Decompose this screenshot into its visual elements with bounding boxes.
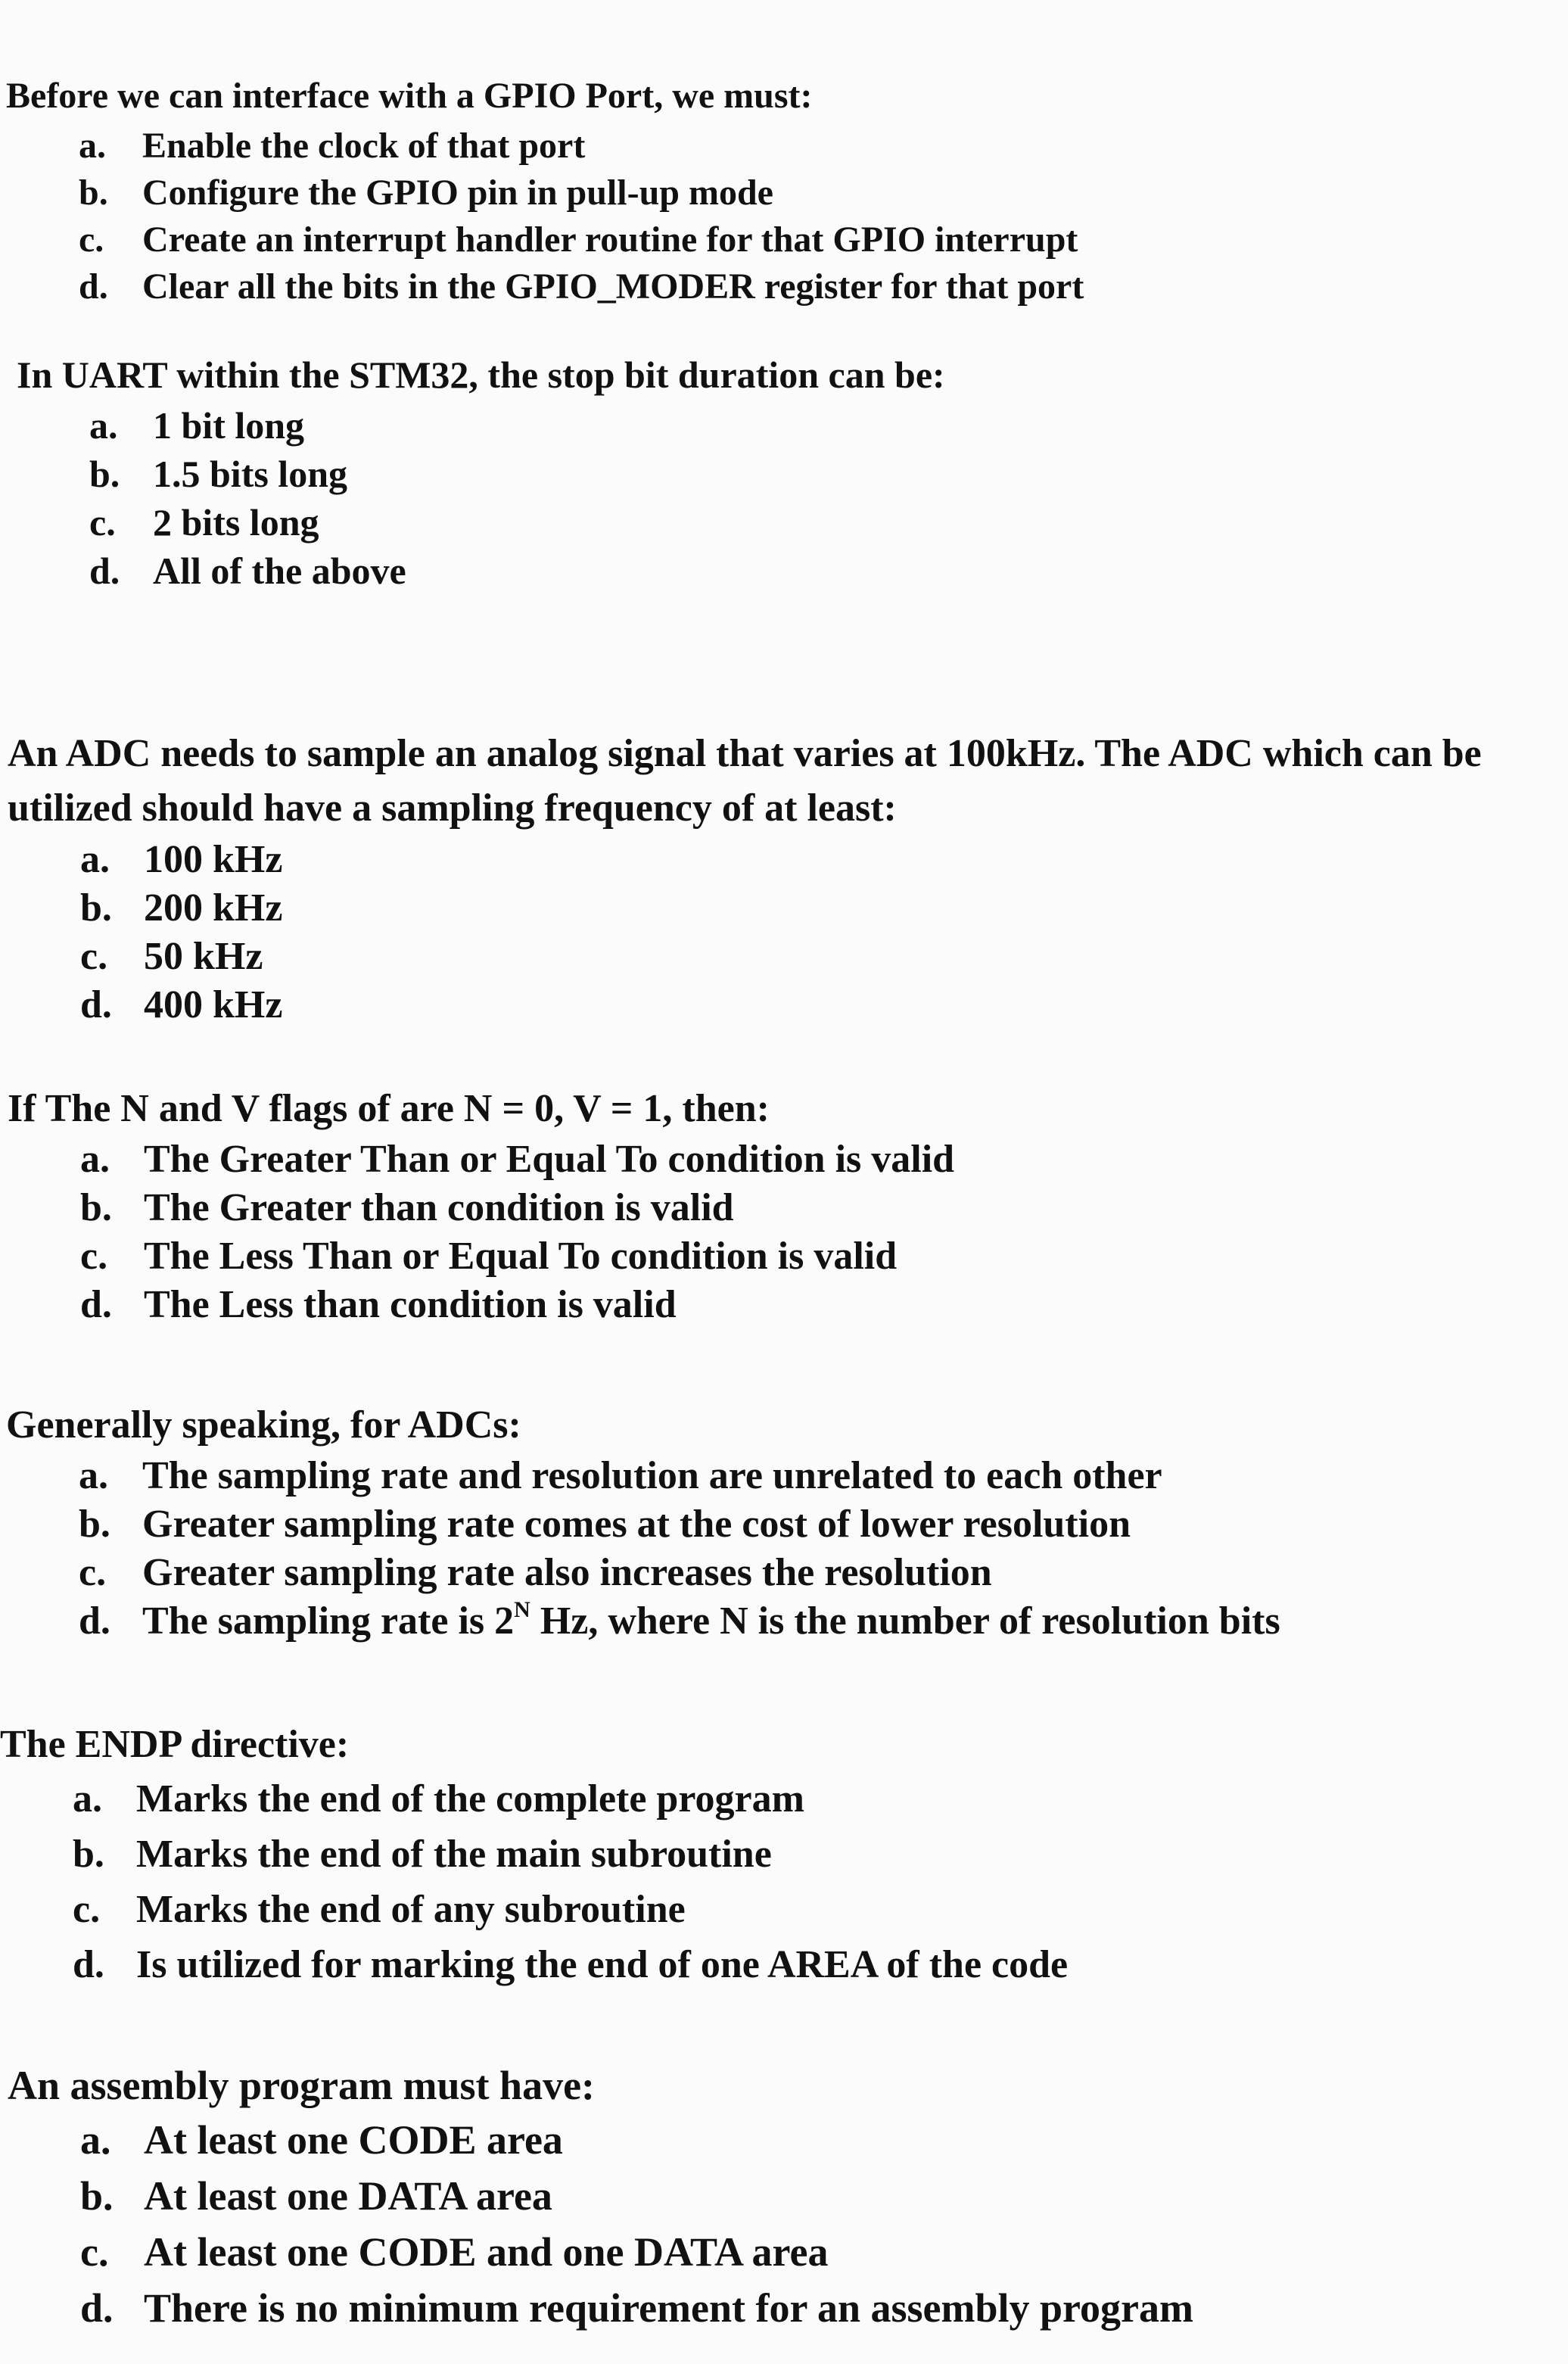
option-text: 1 bit long	[153, 404, 305, 447]
option-letter: c.	[80, 2229, 109, 2275]
option-letter: c.	[89, 501, 116, 544]
option-text: Greater sampling rate also increases the resolution	[142, 1551, 992, 1594]
option-letter: b.	[89, 453, 120, 495]
option-text: Enable the clock of that port	[142, 126, 586, 166]
option-letter: a.	[80, 2117, 111, 2163]
question-stem: If The N and V flags of are N = 0, V = 1, then:	[8, 1087, 770, 1130]
option-text: The Less Than or Equal To condition is valid	[144, 1235, 898, 1278]
option-letter: a.	[79, 126, 106, 166]
option-a	[17, 401, 1568, 450]
option-list	[17, 401, 1568, 595]
option-text: Clear all the bits in the GPIO_MODER register for that port	[142, 266, 1084, 307]
option-text: 50 kHz	[144, 935, 263, 978]
option-text: There is no minimum requirement for an assembly program	[144, 2285, 1193, 2331]
option-letter: b.	[73, 1833, 104, 1876]
option-text: 400 kHz	[144, 983, 283, 1026]
option-text: 2 bits long	[153, 501, 319, 544]
option-b	[6, 1500, 1568, 1549]
option-list	[6, 1452, 1568, 1646]
option-c	[6, 1549, 1568, 1597]
option-d	[0, 1937, 1568, 1992]
option-b	[0, 1827, 1568, 1882]
question-stem: In UART within the STM32, the stop bit duration can be:	[17, 354, 945, 396]
option-list	[0, 1771, 1568, 1992]
option-letter: b.	[80, 886, 112, 930]
option-d	[8, 981, 1568, 1029]
option-letter: c.	[79, 1551, 107, 1594]
option-text: Marks the end of the complete program	[136, 1777, 804, 1820]
option-a	[8, 836, 1568, 884]
question-5	[6, 1399, 1568, 1646]
option-letter: b.	[79, 1503, 110, 1546]
option-letter: d.	[79, 1599, 110, 1643]
option-c	[17, 498, 1568, 547]
option-letter: d.	[73, 1943, 104, 1986]
option-list	[8, 2112, 1568, 2336]
option-text: Configure the GPIO pin in pull-up mode	[142, 173, 773, 213]
option-list	[8, 836, 1568, 1029]
option-text	[142, 1597, 1280, 1646]
option-b	[8, 884, 1568, 933]
question-7	[8, 2059, 1568, 2336]
option-d	[6, 1597, 1568, 1646]
option-text: 100 kHz	[144, 838, 283, 881]
option-text: Marks the end of the main subroutine	[136, 1833, 772, 1876]
option-text-after: Hz, where N is the number of resolution bits	[530, 1599, 1280, 1643]
option-letter: a.	[73, 1777, 102, 1820]
option-letter: b.	[79, 173, 108, 213]
option-a	[6, 1452, 1568, 1500]
option-b	[8, 2168, 1568, 2224]
option-a	[8, 1135, 1568, 1184]
option-list	[6, 123, 1568, 310]
option-text: At least one CODE and one DATA area	[144, 2229, 829, 2275]
option-letter: c.	[79, 220, 104, 260]
question-stem: An assembly program must have:	[8, 2063, 596, 2108]
question-1	[6, 70, 1568, 310]
option-text: The Less than condition is valid	[144, 1283, 677, 1326]
option-letter: c.	[80, 1235, 108, 1278]
option-letter: a.	[80, 1138, 110, 1181]
option-c	[0, 1882, 1568, 1937]
option-text: 200 kHz	[144, 886, 283, 930]
option-c	[8, 933, 1568, 981]
option-letter: a.	[80, 838, 110, 881]
option-b	[17, 450, 1568, 498]
option-text: The Greater than condition is valid	[144, 1186, 734, 1229]
option-c	[8, 2224, 1568, 2280]
option-a	[8, 2112, 1568, 2168]
option-letter: d.	[80, 1283, 112, 1326]
option-letter: c.	[80, 935, 108, 978]
option-letter: b.	[80, 2173, 114, 2219]
option-text: Create an interrupt handler routine for that GPIO interrupt	[142, 220, 1078, 260]
option-text: Greater sampling rate comes at the cost of lower resolution	[142, 1503, 1131, 1546]
option-d	[8, 2280, 1568, 2336]
question-3	[8, 727, 1568, 1029]
option-letter: d.	[80, 983, 112, 1026]
option-letter: b.	[80, 1186, 112, 1229]
option-c	[6, 216, 1568, 263]
option-letter: d.	[79, 266, 108, 307]
option-letter: d.	[89, 550, 120, 592]
option-letter: a.	[89, 404, 118, 447]
option-b	[6, 170, 1568, 216]
option-text: At least one DATA area	[144, 2173, 552, 2219]
option-c	[8, 1232, 1568, 1281]
option-d	[8, 1281, 1568, 1329]
question-2	[17, 348, 1568, 595]
option-text: Marks the end of any subroutine	[136, 1888, 686, 1931]
option-letter: a.	[79, 1454, 108, 1497]
option-text: The sampling rate and resolution are unrelated to each other	[142, 1454, 1162, 1497]
option-a	[0, 1771, 1568, 1827]
option-d	[6, 263, 1568, 310]
question-stem: Before we can interface with a GPIO Port, we must:	[6, 76, 813, 116]
option-text: At least one CODE area	[144, 2117, 563, 2163]
option-text: Is utilized for marking the end of one AREA of the code	[136, 1943, 1069, 1986]
question-6	[0, 1718, 1568, 1992]
option-d	[17, 547, 1568, 595]
option-b	[8, 1184, 1568, 1232]
option-text: 1.5 bits long	[153, 453, 348, 495]
question-stem: An ADC needs to sample an analog signal that varies at 100kHz. The ADC which can be utilized should have a sampling frequency of at least:	[8, 732, 1482, 830]
question-stem: Generally speaking, for ADCs:	[6, 1403, 521, 1447]
option-letter: d.	[80, 2285, 114, 2331]
exponent: N	[514, 1597, 530, 1622]
option-text: All of the above	[153, 550, 406, 592]
question-stem: The ENDP directive:	[0, 1723, 350, 1766]
option-letter: c.	[73, 1888, 101, 1931]
option-list	[8, 1135, 1568, 1329]
option-a	[6, 123, 1568, 170]
option-text-before: The sampling rate is 2	[142, 1599, 515, 1643]
option-text: The Greater Than or Equal To condition is valid	[144, 1138, 955, 1181]
question-4	[8, 1082, 1568, 1329]
